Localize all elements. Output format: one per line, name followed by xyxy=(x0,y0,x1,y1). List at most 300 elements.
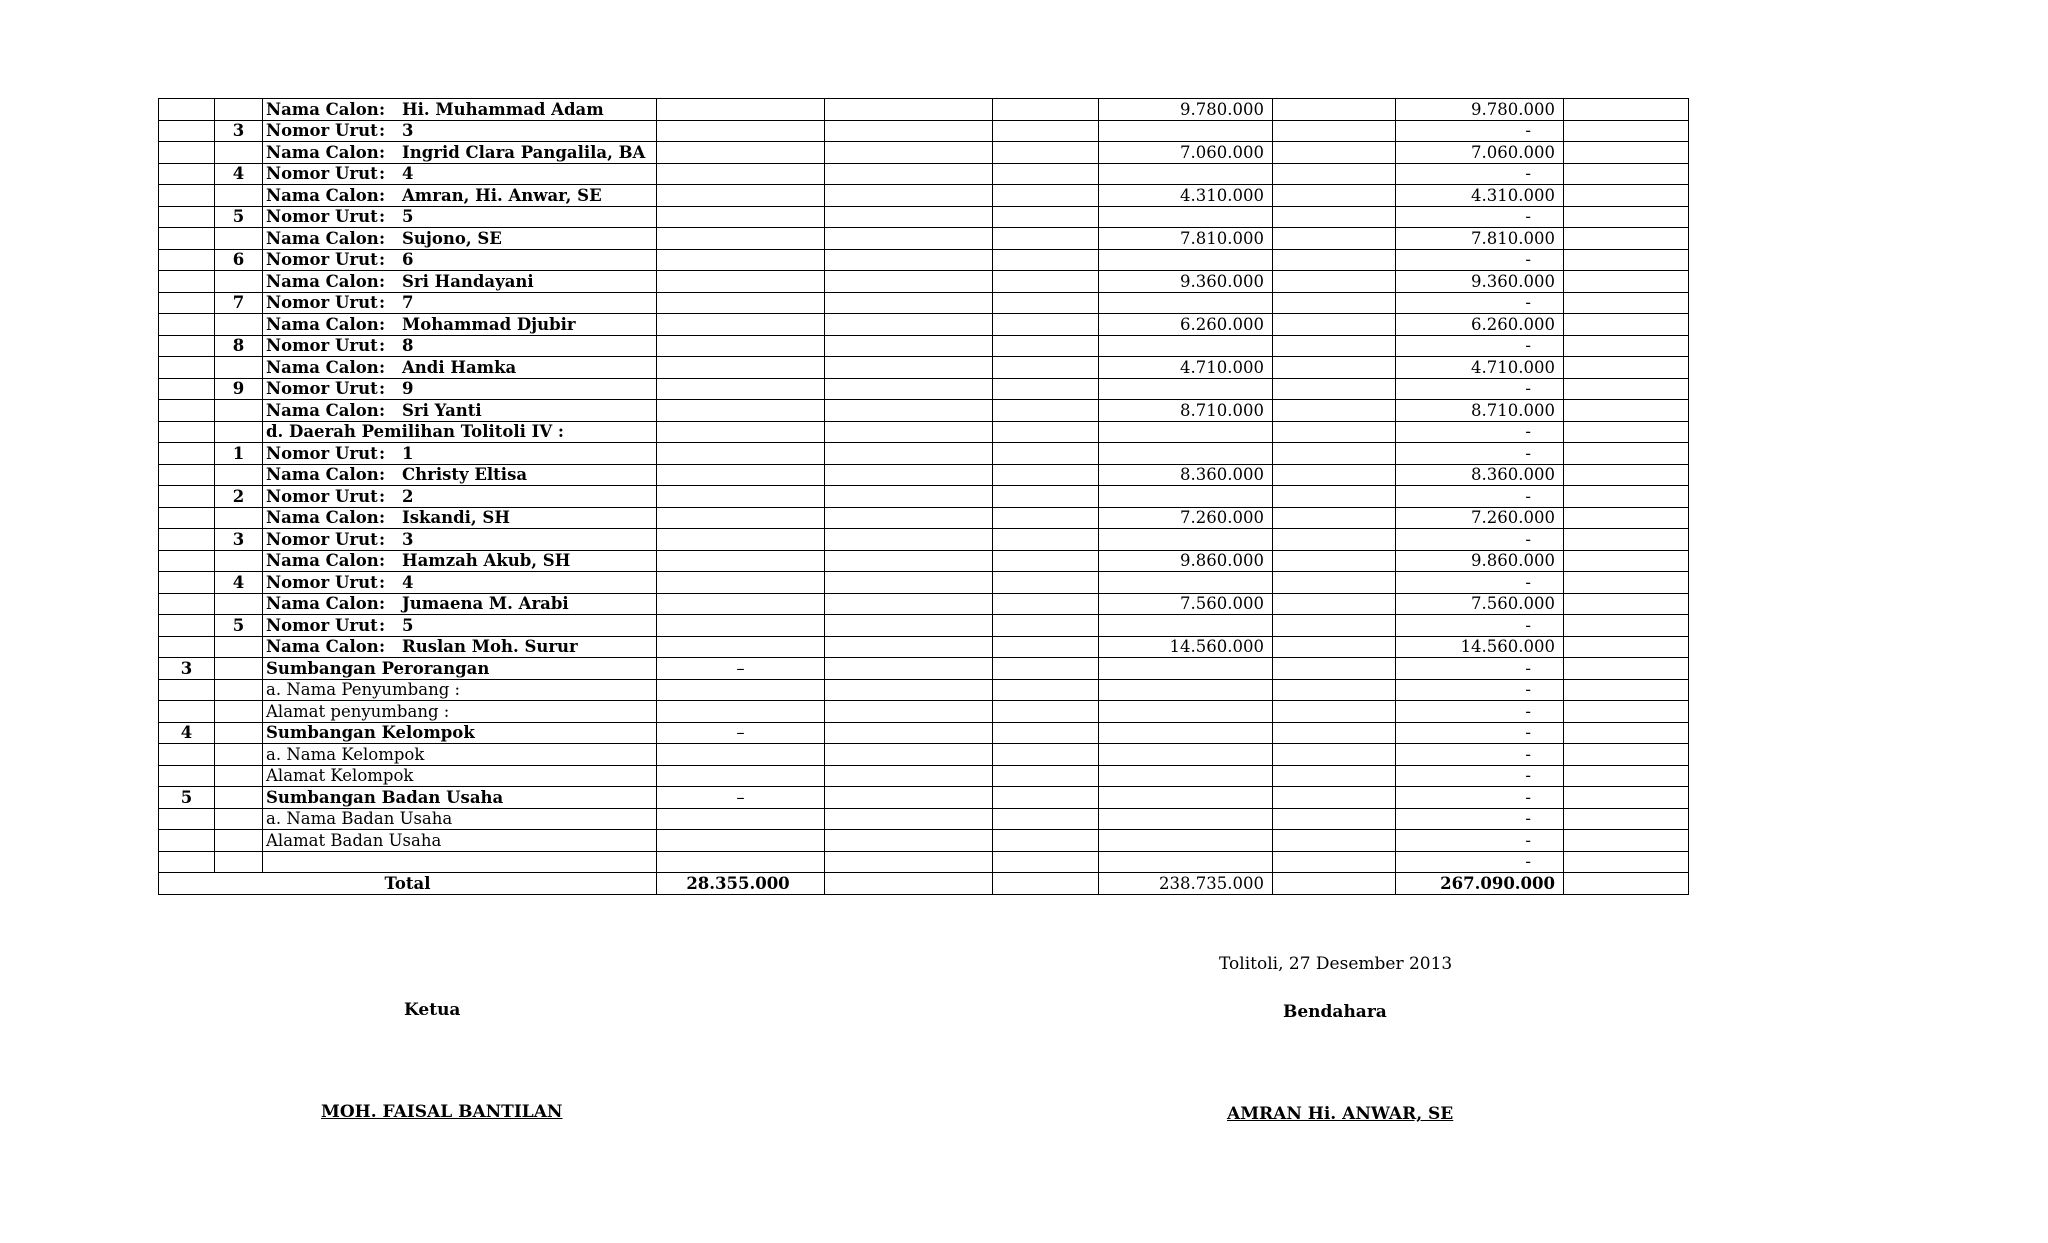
amount-cell-e xyxy=(825,744,993,766)
candidate-number-cell xyxy=(263,443,657,465)
amount-cell-d: – xyxy=(657,722,825,744)
sub-number-cell xyxy=(215,357,263,379)
amount-cell-g xyxy=(1099,830,1273,852)
amount-cell-j xyxy=(1564,185,1689,207)
amount-cell-d xyxy=(657,507,825,529)
amount-cell-d xyxy=(657,142,825,164)
table-row xyxy=(159,142,1689,164)
sub-number-cell: 5 xyxy=(215,615,263,637)
table-row xyxy=(159,314,1689,336)
amount-cell-d xyxy=(657,464,825,486)
amount-cell-e xyxy=(825,615,993,637)
section-number-cell xyxy=(159,615,215,637)
field-separator: : xyxy=(378,508,386,528)
amount-cell-g xyxy=(1099,744,1273,766)
amount-cell-f xyxy=(993,744,1099,766)
candidate-number-cell xyxy=(263,163,657,185)
total-g: 238.735.000 xyxy=(1099,873,1273,895)
amount-cell-g xyxy=(1099,120,1273,142)
amount-cell-g: 4.710.000 xyxy=(1099,357,1273,379)
sub-number-cell: 4 xyxy=(215,572,263,594)
amount-cell-f xyxy=(993,206,1099,228)
amount-cell-total: 9.360.000 xyxy=(1396,271,1564,293)
amount-cell-total: 7.060.000 xyxy=(1396,142,1564,164)
field-label: Nama Calon xyxy=(266,142,379,162)
amount-cell-e xyxy=(825,787,993,809)
amount-cell-e xyxy=(825,99,993,121)
section-number-cell xyxy=(159,679,215,701)
section-heading: Sumbangan Perorangan xyxy=(263,658,657,680)
table-row xyxy=(159,658,1689,680)
field-value: 2 xyxy=(402,486,414,506)
amount-cell-h xyxy=(1273,443,1396,465)
field-value: 5 xyxy=(402,615,414,635)
left-signatory-name: MOH. FAISAL BANTILAN xyxy=(321,1102,563,1122)
amount-cell-g xyxy=(1099,722,1273,744)
field-separator: : xyxy=(378,529,386,549)
section-number-cell xyxy=(159,701,215,723)
amount-cell-f xyxy=(993,808,1099,830)
amount-cell-h xyxy=(1273,808,1396,830)
table-row xyxy=(159,421,1689,443)
field-value: Hamzah Akub, SH xyxy=(402,551,571,571)
right-signatory-name: AMRAN Hi. ANWAR, SE xyxy=(1227,1104,1454,1124)
amount-cell-j xyxy=(1564,851,1689,873)
amount-cell-g: 9.360.000 xyxy=(1099,271,1273,293)
amount-cell-d xyxy=(657,593,825,615)
field-value: 3 xyxy=(402,121,414,141)
table-row xyxy=(159,529,1689,551)
section-number-cell xyxy=(159,443,215,465)
place-date: Tolitoli, 27 Desember 2013 xyxy=(1219,954,1453,974)
amount-cell-f xyxy=(993,787,1099,809)
candidate-name-cell xyxy=(263,507,657,529)
field-separator: : xyxy=(378,250,386,270)
amount-cell-f xyxy=(993,99,1099,121)
candidate-name-cell xyxy=(263,99,657,121)
amount-cell-g xyxy=(1099,615,1273,637)
section-number-cell xyxy=(159,228,215,250)
amount-cell-total: 6.260.000 xyxy=(1396,314,1564,336)
candidate-name-cell xyxy=(263,550,657,572)
amount-cell-j xyxy=(1564,271,1689,293)
field-label: Nomor Urut xyxy=(266,293,378,313)
sub-number-cell xyxy=(215,271,263,293)
amount-cell-d xyxy=(657,185,825,207)
total-d: 28.355.000 xyxy=(657,873,825,895)
sub-number-cell xyxy=(215,851,263,873)
amount-cell-d xyxy=(657,636,825,658)
field-label: Nama Calon xyxy=(266,637,379,657)
amount-cell-e xyxy=(825,679,993,701)
amount-cell-j xyxy=(1564,400,1689,422)
amount-cell-h xyxy=(1273,529,1396,551)
amount-cell-d xyxy=(657,335,825,357)
total-j xyxy=(1564,873,1689,895)
amount-cell-g xyxy=(1099,701,1273,723)
sub-number-cell xyxy=(215,765,263,787)
amount-cell-e xyxy=(825,808,993,830)
amount-cell-j xyxy=(1564,357,1689,379)
sub-number-cell: 6 xyxy=(215,249,263,271)
amount-cell-h xyxy=(1273,99,1396,121)
amount-cell-d xyxy=(657,679,825,701)
amount-cell-d: – xyxy=(657,787,825,809)
candidate-number-cell xyxy=(263,529,657,551)
amount-cell-j xyxy=(1564,507,1689,529)
section-number-cell xyxy=(159,163,215,185)
amount-cell-f xyxy=(993,443,1099,465)
amount-cell-d xyxy=(657,99,825,121)
amount-cell-h xyxy=(1273,787,1396,809)
amount-cell-d xyxy=(657,249,825,271)
field-value: Jumaena M. Arabi xyxy=(402,594,569,614)
amount-cell-f xyxy=(993,400,1099,422)
amount-cell-f xyxy=(993,765,1099,787)
sub-number-cell xyxy=(215,507,263,529)
amount-cell-d xyxy=(657,830,825,852)
field-value: Christy Eltisa xyxy=(402,465,528,485)
amount-cell-j xyxy=(1564,486,1689,508)
amount-cell-total: - xyxy=(1396,765,1564,787)
amount-cell-total: 9.860.000 xyxy=(1396,550,1564,572)
field-separator: : xyxy=(378,336,386,356)
amount-cell-d xyxy=(657,228,825,250)
sub-number-cell: 7 xyxy=(215,292,263,314)
sub-number-cell xyxy=(215,185,263,207)
amount-cell-h xyxy=(1273,572,1396,594)
amount-cell-h xyxy=(1273,658,1396,680)
field-label: Nama Calon xyxy=(266,508,379,528)
field-label: Nomor Urut xyxy=(266,379,378,399)
amount-cell-e xyxy=(825,851,993,873)
amount-cell-h xyxy=(1273,314,1396,336)
amount-cell-g xyxy=(1099,658,1273,680)
amount-cell-g xyxy=(1099,486,1273,508)
table-row xyxy=(159,615,1689,637)
amount-cell-d xyxy=(657,421,825,443)
field-value: Sujono, SE xyxy=(402,228,502,248)
amount-cell-e xyxy=(825,314,993,336)
report-table-body xyxy=(159,99,1689,895)
amount-cell-f xyxy=(993,142,1099,164)
amount-cell-h xyxy=(1273,228,1396,250)
amount-cell-j xyxy=(1564,206,1689,228)
amount-cell-e xyxy=(825,357,993,379)
amount-cell-e xyxy=(825,572,993,594)
amount-cell-h xyxy=(1273,142,1396,164)
field-value: 4 xyxy=(402,572,414,592)
field-separator: : xyxy=(378,551,386,571)
amount-cell-d xyxy=(657,120,825,142)
table-row xyxy=(159,851,1689,873)
amount-cell-h xyxy=(1273,378,1396,400)
amount-cell-total: 4.310.000 xyxy=(1396,185,1564,207)
amount-cell-g xyxy=(1099,335,1273,357)
candidate-number-cell xyxy=(263,335,657,357)
field-separator: : xyxy=(378,207,386,227)
section-number-cell: 3 xyxy=(159,658,215,680)
amount-cell-j xyxy=(1564,292,1689,314)
table-row xyxy=(159,206,1689,228)
table-row xyxy=(159,701,1689,723)
field-separator: : xyxy=(378,465,386,485)
amount-cell-f xyxy=(993,421,1099,443)
amount-cell-g xyxy=(1099,292,1273,314)
amount-cell-j xyxy=(1564,529,1689,551)
amount-cell-g: 4.310.000 xyxy=(1099,185,1273,207)
amount-cell-h xyxy=(1273,400,1396,422)
candidate-number-cell xyxy=(263,378,657,400)
amount-cell-total: - xyxy=(1396,335,1564,357)
amount-cell-total: 7.560.000 xyxy=(1396,593,1564,615)
amount-cell-total: 9.780.000 xyxy=(1396,99,1564,121)
table-row xyxy=(159,249,1689,271)
left-signatory-title: Ketua xyxy=(404,1000,461,1020)
amount-cell-j xyxy=(1564,314,1689,336)
table-row xyxy=(159,99,1689,121)
amount-cell-j xyxy=(1564,722,1689,744)
amount-cell-g: 14.560.000 xyxy=(1099,636,1273,658)
amount-cell-j xyxy=(1564,464,1689,486)
field-label: Nama Calon xyxy=(266,228,379,248)
candidate-name-cell xyxy=(263,228,657,250)
field-label: Nama Calon xyxy=(266,594,379,614)
amount-cell-d xyxy=(657,765,825,787)
amount-cell-total: 4.710.000 xyxy=(1396,357,1564,379)
candidate-number-cell xyxy=(263,120,657,142)
field-label: Nama Calon xyxy=(266,185,379,205)
field-value: 1 xyxy=(402,443,414,463)
amount-cell-h xyxy=(1273,615,1396,637)
total-row xyxy=(159,873,1689,895)
donor-field-label: a. Nama Kelompok xyxy=(263,744,657,766)
amount-cell-total: - xyxy=(1396,701,1564,723)
sub-number-cell xyxy=(215,722,263,744)
amount-cell-h xyxy=(1273,550,1396,572)
field-separator: : xyxy=(378,121,386,141)
amount-cell-j xyxy=(1564,636,1689,658)
section-number-cell xyxy=(159,765,215,787)
candidate-name-cell xyxy=(263,142,657,164)
field-separator: : xyxy=(378,185,386,205)
amount-cell-f xyxy=(993,701,1099,723)
amount-cell-total: 7.810.000 xyxy=(1396,228,1564,250)
amount-cell-h xyxy=(1273,765,1396,787)
amount-cell-g: 8.360.000 xyxy=(1099,464,1273,486)
amount-cell-g: 7.560.000 xyxy=(1099,593,1273,615)
table-row xyxy=(159,228,1689,250)
amount-cell-h xyxy=(1273,679,1396,701)
amount-cell-e xyxy=(825,292,993,314)
amount-cell-h xyxy=(1273,249,1396,271)
amount-cell-f xyxy=(993,228,1099,250)
amount-cell-e xyxy=(825,722,993,744)
amount-cell-d xyxy=(657,443,825,465)
section-number-cell xyxy=(159,378,215,400)
amount-cell-h xyxy=(1273,271,1396,293)
total-i: 267.090.000 xyxy=(1396,873,1564,895)
sub-number-cell xyxy=(215,593,263,615)
amount-cell-h xyxy=(1273,851,1396,873)
section-number-cell xyxy=(159,99,215,121)
sub-number-cell xyxy=(215,550,263,572)
amount-cell-e xyxy=(825,507,993,529)
amount-cell-d xyxy=(657,851,825,873)
candidate-name-cell xyxy=(263,314,657,336)
amount-cell-h xyxy=(1273,830,1396,852)
amount-cell-h xyxy=(1273,701,1396,723)
amount-cell-total: - xyxy=(1396,615,1564,637)
table-row xyxy=(159,271,1689,293)
amount-cell-g: 9.780.000 xyxy=(1099,99,1273,121)
sub-number-cell xyxy=(215,658,263,680)
amount-cell-j xyxy=(1564,228,1689,250)
section-number-cell xyxy=(159,249,215,271)
candidate-number-cell xyxy=(263,615,657,637)
field-value: 6 xyxy=(402,250,414,270)
field-label: Nomor Urut xyxy=(266,443,378,463)
amount-cell-j xyxy=(1564,701,1689,723)
sub-number-cell xyxy=(215,421,263,443)
amount-cell-h xyxy=(1273,185,1396,207)
section-number-cell xyxy=(159,357,215,379)
sub-number-cell: 2 xyxy=(215,486,263,508)
field-separator: : xyxy=(378,379,386,399)
sub-number-cell xyxy=(215,314,263,336)
field-separator: : xyxy=(378,293,386,313)
section-number-cell xyxy=(159,830,215,852)
amount-cell-g xyxy=(1099,572,1273,594)
amount-cell-f xyxy=(993,120,1099,142)
sub-number-cell xyxy=(215,679,263,701)
amount-cell-e xyxy=(825,636,993,658)
table-row xyxy=(159,120,1689,142)
candidate-name-cell xyxy=(263,464,657,486)
amount-cell-d xyxy=(657,206,825,228)
field-label: Nomor Urut xyxy=(266,121,378,141)
amount-cell-e xyxy=(825,658,993,680)
field-label: Nama Calon xyxy=(266,357,379,377)
section-heading: Sumbangan Badan Usaha xyxy=(263,787,657,809)
field-value: Sri Yanti xyxy=(402,400,482,420)
field-value: Mohammad Djubir xyxy=(402,314,576,334)
amount-cell-j xyxy=(1564,744,1689,766)
field-value: Ruslan Moh. Surur xyxy=(402,637,578,657)
amount-cell-j xyxy=(1564,163,1689,185)
amount-cell-total: - xyxy=(1396,378,1564,400)
amount-cell-total: - xyxy=(1396,787,1564,809)
amount-cell-d xyxy=(657,744,825,766)
section-heading: Sumbangan Kelompok xyxy=(263,722,657,744)
amount-cell-h xyxy=(1273,593,1396,615)
sub-number-cell xyxy=(215,787,263,809)
table-row xyxy=(159,550,1689,572)
amount-cell-g: 7.260.000 xyxy=(1099,507,1273,529)
field-separator: : xyxy=(378,228,386,248)
field-value: Sri Handayani xyxy=(402,271,534,291)
amount-cell-g xyxy=(1099,765,1273,787)
table-row xyxy=(159,765,1689,787)
section-number-cell xyxy=(159,808,215,830)
amount-cell-g: 7.810.000 xyxy=(1099,228,1273,250)
amount-cell-f xyxy=(993,314,1099,336)
candidate-number-cell xyxy=(263,206,657,228)
amount-cell-total: - xyxy=(1396,421,1564,443)
amount-cell-j xyxy=(1564,142,1689,164)
amount-cell-d xyxy=(657,357,825,379)
section-number-cell: 5 xyxy=(159,787,215,809)
section-number-cell xyxy=(159,271,215,293)
donor-address-label: Alamat penyumbang : xyxy=(263,701,657,723)
field-separator: : xyxy=(378,486,386,506)
amount-cell-f xyxy=(993,357,1099,379)
total-e xyxy=(825,873,993,895)
table-row xyxy=(159,572,1689,594)
sub-number-cell xyxy=(215,808,263,830)
field-separator: : xyxy=(378,99,386,119)
table-row xyxy=(159,744,1689,766)
field-value: Iskandi, SH xyxy=(402,508,510,528)
amount-cell-j xyxy=(1564,679,1689,701)
amount-cell-total: - xyxy=(1396,163,1564,185)
amount-cell-total: 8.710.000 xyxy=(1396,400,1564,422)
amount-cell-f xyxy=(993,464,1099,486)
amount-cell-f xyxy=(993,593,1099,615)
amount-cell-d xyxy=(657,314,825,336)
section-number-cell xyxy=(159,292,215,314)
amount-cell-f xyxy=(993,851,1099,873)
amount-cell-g: 6.260.000 xyxy=(1099,314,1273,336)
table-row xyxy=(159,593,1689,615)
sub-number-cell: 8 xyxy=(215,335,263,357)
section-number-cell xyxy=(159,486,215,508)
amount-cell-f xyxy=(993,550,1099,572)
sub-number-cell: 5 xyxy=(215,206,263,228)
table-row xyxy=(159,357,1689,379)
amount-cell-f xyxy=(993,507,1099,529)
section-number-cell xyxy=(159,744,215,766)
section-number-cell xyxy=(159,507,215,529)
amount-cell-e xyxy=(825,830,993,852)
table-row xyxy=(159,787,1689,809)
amount-cell-e xyxy=(825,120,993,142)
amount-cell-d xyxy=(657,486,825,508)
amount-cell-g xyxy=(1099,163,1273,185)
sub-number-cell xyxy=(215,400,263,422)
amount-cell-e xyxy=(825,529,993,551)
amount-cell-e xyxy=(825,550,993,572)
table-row xyxy=(159,507,1689,529)
amount-cell-e xyxy=(825,443,993,465)
amount-cell-total: - xyxy=(1396,206,1564,228)
amount-cell-j xyxy=(1564,550,1689,572)
amount-cell-h xyxy=(1273,206,1396,228)
amount-cell-j xyxy=(1564,615,1689,637)
section-number-cell xyxy=(159,400,215,422)
amount-cell-e xyxy=(825,228,993,250)
amount-cell-j xyxy=(1564,421,1689,443)
amount-cell-f xyxy=(993,679,1099,701)
table-row xyxy=(159,808,1689,830)
amount-cell-j xyxy=(1564,443,1689,465)
amount-cell-g: 7.060.000 xyxy=(1099,142,1273,164)
amount-cell-total: 14.560.000 xyxy=(1396,636,1564,658)
field-value: Amran, Hi. Anwar, SE xyxy=(402,185,602,205)
amount-cell-d xyxy=(657,615,825,637)
table-row xyxy=(159,443,1689,465)
candidate-number-cell xyxy=(263,292,657,314)
